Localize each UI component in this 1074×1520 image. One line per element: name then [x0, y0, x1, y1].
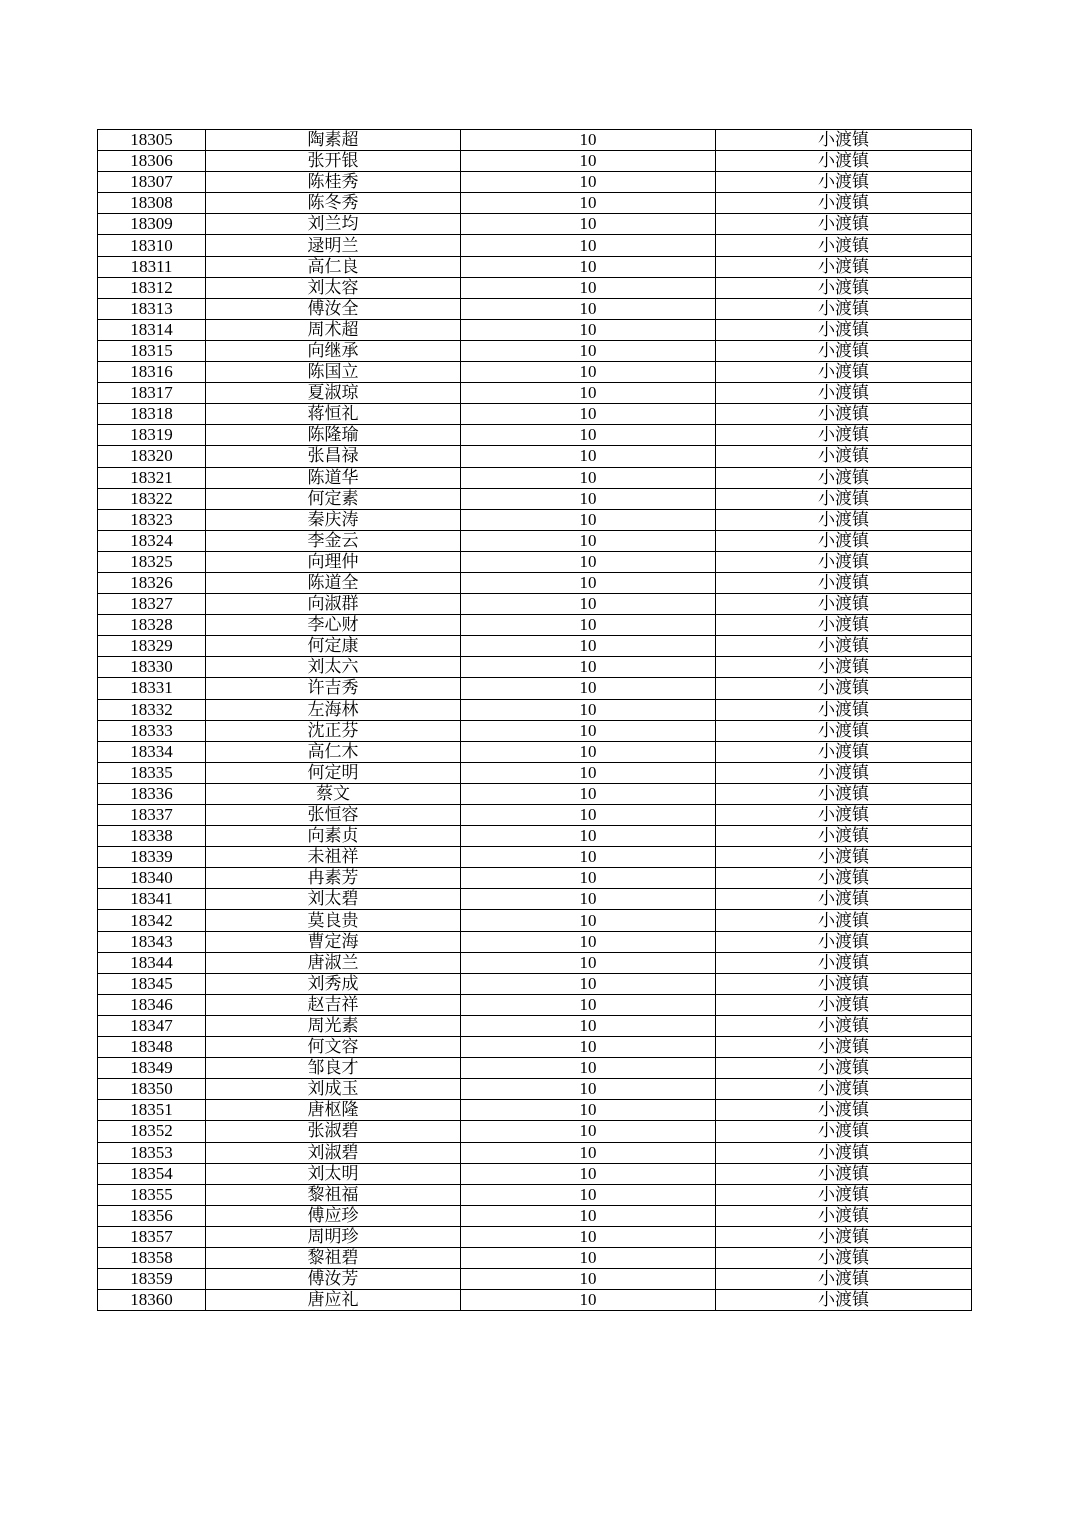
cell-id: 18338: [98, 826, 206, 847]
cell-name: 黎祖福: [206, 1184, 461, 1205]
cell-town: 小渡镇: [716, 1121, 972, 1142]
cell-name: 向淑群: [206, 594, 461, 615]
table-row: [98, 1015, 972, 1036]
cell-name: 刘秀成: [206, 973, 461, 994]
cell-town: 小渡镇: [716, 340, 972, 361]
cell-id: 18320: [98, 446, 206, 467]
cell-amount: 10: [461, 805, 716, 826]
cell-amount: 10: [461, 952, 716, 973]
cell-id: 18313: [98, 298, 206, 319]
cell-id: 18327: [98, 594, 206, 615]
table-row: [98, 214, 972, 235]
cell-amount: 10: [461, 1163, 716, 1184]
cell-town: 小渡镇: [716, 826, 972, 847]
cell-name: 向理仲: [206, 551, 461, 572]
cell-amount: 10: [461, 1269, 716, 1290]
cell-id: 18357: [98, 1226, 206, 1247]
cell-amount: 10: [461, 889, 716, 910]
cell-amount: 10: [461, 467, 716, 488]
cell-town: 小渡镇: [716, 362, 972, 383]
cell-id: 18310: [98, 235, 206, 256]
table-row: [98, 615, 972, 636]
cell-id: 18308: [98, 193, 206, 214]
cell-name: 逯明兰: [206, 235, 461, 256]
cell-town: 小渡镇: [716, 910, 972, 931]
cell-id: 18311: [98, 256, 206, 277]
cell-name: 陶素超: [206, 130, 461, 151]
cell-id: 18316: [98, 362, 206, 383]
cell-amount: 10: [461, 340, 716, 361]
cell-id: 18322: [98, 488, 206, 509]
cell-name: 陈冬秀: [206, 193, 461, 214]
cell-amount: 10: [461, 636, 716, 657]
cell-town: 小渡镇: [716, 256, 972, 277]
cell-amount: 10: [461, 319, 716, 340]
cell-town: 小渡镇: [716, 615, 972, 636]
cell-amount: 10: [461, 1142, 716, 1163]
cell-amount: 10: [461, 594, 716, 615]
cell-id: 18353: [98, 1142, 206, 1163]
cell-town: 小渡镇: [716, 1290, 972, 1311]
table-row: [98, 151, 972, 172]
cell-amount: 10: [461, 994, 716, 1015]
cell-name: 黎祖碧: [206, 1247, 461, 1268]
table-row: [98, 172, 972, 193]
cell-id: 18318: [98, 404, 206, 425]
cell-name: 何定康: [206, 636, 461, 657]
cell-name: 夏淑琼: [206, 383, 461, 404]
cell-name: 刘太容: [206, 277, 461, 298]
table-row: [98, 678, 972, 699]
cell-id: 18324: [98, 530, 206, 551]
table-row: [98, 783, 972, 804]
cell-amount: 10: [461, 720, 716, 741]
table-row: [98, 425, 972, 446]
cell-name: 刘成玉: [206, 1079, 461, 1100]
table-row: [98, 931, 972, 952]
table-row: [98, 1247, 972, 1268]
cell-town: 小渡镇: [716, 151, 972, 172]
cell-id: 18348: [98, 1037, 206, 1058]
cell-town: 小渡镇: [716, 1226, 972, 1247]
cell-amount: 10: [461, 551, 716, 572]
cell-amount: 10: [461, 1100, 716, 1121]
cell-name: 傅汝全: [206, 298, 461, 319]
cell-name: 高仁良: [206, 256, 461, 277]
cell-amount: 10: [461, 678, 716, 699]
cell-amount: 10: [461, 530, 716, 551]
cell-town: 小渡镇: [716, 1247, 972, 1268]
cell-name: 张恒容: [206, 805, 461, 826]
cell-amount: 10: [461, 1015, 716, 1036]
cell-id: 18352: [98, 1121, 206, 1142]
table-row: [98, 952, 972, 973]
cell-id: 18359: [98, 1269, 206, 1290]
cell-id: 18356: [98, 1205, 206, 1226]
cell-amount: 10: [461, 446, 716, 467]
cell-name: 陈隆瑜: [206, 425, 461, 446]
cell-name: 何定素: [206, 488, 461, 509]
cell-id: 18333: [98, 720, 206, 741]
cell-town: 小渡镇: [716, 805, 972, 826]
table-row: [98, 1058, 972, 1079]
cell-town: 小渡镇: [716, 783, 972, 804]
cell-town: 小渡镇: [716, 277, 972, 298]
cell-id: 18328: [98, 615, 206, 636]
cell-name: 李金云: [206, 530, 461, 551]
cell-name: 刘太明: [206, 1163, 461, 1184]
table-row: [98, 235, 972, 256]
cell-name: 刘淑碧: [206, 1142, 461, 1163]
cell-amount: 10: [461, 1058, 716, 1079]
table-row: [98, 636, 972, 657]
cell-town: 小渡镇: [716, 530, 972, 551]
cell-town: 小渡镇: [716, 1184, 972, 1205]
cell-id: 18345: [98, 973, 206, 994]
cell-town: 小渡镇: [716, 952, 972, 973]
cell-id: 18312: [98, 277, 206, 298]
cell-town: 小渡镇: [716, 130, 972, 151]
cell-name: 唐应礼: [206, 1290, 461, 1311]
cell-name: 陈国立: [206, 362, 461, 383]
table-row: [98, 1121, 972, 1142]
cell-id: 18360: [98, 1290, 206, 1311]
cell-town: 小渡镇: [716, 214, 972, 235]
cell-id: 18307: [98, 172, 206, 193]
cell-id: 18306: [98, 151, 206, 172]
cell-name: 何定明: [206, 762, 461, 783]
cell-town: 小渡镇: [716, 383, 972, 404]
records-table: [97, 129, 972, 1311]
table-row: [98, 1037, 972, 1058]
cell-amount: 10: [461, 130, 716, 151]
cell-name: 傅应珍: [206, 1205, 461, 1226]
cell-name: 唐淑兰: [206, 952, 461, 973]
cell-town: 小渡镇: [716, 1037, 972, 1058]
cell-id: 18340: [98, 868, 206, 889]
cell-name: 莫良贵: [206, 910, 461, 931]
cell-amount: 10: [461, 657, 716, 678]
table-row: [98, 404, 972, 425]
table-row: [98, 277, 972, 298]
cell-name: 沈正芬: [206, 720, 461, 741]
table-row: [98, 467, 972, 488]
table-row: [98, 720, 972, 741]
cell-name: 高仁木: [206, 741, 461, 762]
cell-id: 18331: [98, 678, 206, 699]
cell-town: 小渡镇: [716, 762, 972, 783]
cell-amount: 10: [461, 615, 716, 636]
cell-town: 小渡镇: [716, 467, 972, 488]
cell-name: 冉素芳: [206, 868, 461, 889]
cell-town: 小渡镇: [716, 404, 972, 425]
cell-name: 向继承: [206, 340, 461, 361]
table-row: [98, 1142, 972, 1163]
cell-name: 陈桂秀: [206, 172, 461, 193]
cell-name: 唐枢隆: [206, 1100, 461, 1121]
cell-town: 小渡镇: [716, 847, 972, 868]
cell-id: 18309: [98, 214, 206, 235]
cell-amount: 10: [461, 847, 716, 868]
table-row: [98, 319, 972, 340]
table-row: [98, 868, 972, 889]
cell-id: 18326: [98, 572, 206, 593]
table-row: [98, 657, 972, 678]
cell-amount: 10: [461, 910, 716, 931]
cell-town: 小渡镇: [716, 678, 972, 699]
cell-id: 18341: [98, 889, 206, 910]
cell-id: 18347: [98, 1015, 206, 1036]
cell-id: 18334: [98, 741, 206, 762]
cell-id: 18337: [98, 805, 206, 826]
table-row: [98, 1163, 972, 1184]
cell-town: 小渡镇: [716, 889, 972, 910]
cell-id: 18317: [98, 383, 206, 404]
cell-town: 小渡镇: [716, 1205, 972, 1226]
cell-name: 周光素: [206, 1015, 461, 1036]
cell-name: 周明珍: [206, 1226, 461, 1247]
cell-id: 18349: [98, 1058, 206, 1079]
cell-amount: 10: [461, 1121, 716, 1142]
cell-id: 18321: [98, 467, 206, 488]
cell-town: 小渡镇: [716, 973, 972, 994]
cell-amount: 10: [461, 741, 716, 762]
cell-name: 张昌禄: [206, 446, 461, 467]
cell-amount: 10: [461, 973, 716, 994]
cell-name: 蒋恒礼: [206, 404, 461, 425]
cell-town: 小渡镇: [716, 446, 972, 467]
table-row: [98, 530, 972, 551]
cell-town: 小渡镇: [716, 425, 972, 446]
table-row: [98, 889, 972, 910]
cell-name: 陈道全: [206, 572, 461, 593]
table-row: [98, 1205, 972, 1226]
cell-id: 18358: [98, 1247, 206, 1268]
cell-amount: 10: [461, 425, 716, 446]
records-table-body: [98, 130, 972, 1311]
cell-name: 周术超: [206, 319, 461, 340]
cell-town: 小渡镇: [716, 1163, 972, 1184]
cell-name: 张淑碧: [206, 1121, 461, 1142]
cell-id: 18305: [98, 130, 206, 151]
cell-amount: 10: [461, 868, 716, 889]
cell-amount: 10: [461, 1037, 716, 1058]
cell-town: 小渡镇: [716, 172, 972, 193]
cell-amount: 10: [461, 1247, 716, 1268]
table-row: [98, 362, 972, 383]
table-row: [98, 741, 972, 762]
table-row: [98, 994, 972, 1015]
cell-id: 18350: [98, 1079, 206, 1100]
cell-name: 左海林: [206, 699, 461, 720]
cell-name: 赵吉祥: [206, 994, 461, 1015]
table-row: [98, 973, 972, 994]
cell-name: 邹良才: [206, 1058, 461, 1079]
cell-id: 18336: [98, 783, 206, 804]
cell-name: 刘太六: [206, 657, 461, 678]
table-row: [98, 1184, 972, 1205]
cell-amount: 10: [461, 488, 716, 509]
cell-town: 小渡镇: [716, 1142, 972, 1163]
cell-amount: 10: [461, 826, 716, 847]
cell-amount: 10: [461, 1290, 716, 1311]
cell-id: 18319: [98, 425, 206, 446]
cell-amount: 10: [461, 572, 716, 593]
table-row: [98, 762, 972, 783]
cell-id: 18315: [98, 340, 206, 361]
cell-name: 何文容: [206, 1037, 461, 1058]
cell-town: 小渡镇: [716, 1079, 972, 1100]
cell-town: 小渡镇: [716, 1100, 972, 1121]
cell-id: 18329: [98, 636, 206, 657]
cell-id: 18344: [98, 952, 206, 973]
cell-town: 小渡镇: [716, 509, 972, 530]
cell-id: 18342: [98, 910, 206, 931]
cell-amount: 10: [461, 931, 716, 952]
cell-amount: 10: [461, 1184, 716, 1205]
cell-town: 小渡镇: [716, 319, 972, 340]
table-row: [98, 256, 972, 277]
cell-town: 小渡镇: [716, 931, 972, 952]
cell-town: 小渡镇: [716, 298, 972, 319]
table-row: [98, 551, 972, 572]
table-row: [98, 488, 972, 509]
table-row: [98, 1290, 972, 1311]
table-row: [98, 1269, 972, 1290]
cell-town: 小渡镇: [716, 868, 972, 889]
cell-amount: 10: [461, 193, 716, 214]
cell-name: 陈道华: [206, 467, 461, 488]
table-row: [98, 847, 972, 868]
cell-id: 18351: [98, 1100, 206, 1121]
cell-id: 18332: [98, 699, 206, 720]
table-row: [98, 910, 972, 931]
cell-amount: 10: [461, 699, 716, 720]
table-row: [98, 130, 972, 151]
cell-id: 18335: [98, 762, 206, 783]
cell-name: 秦庆涛: [206, 509, 461, 530]
table-row: [98, 572, 972, 593]
table-row: [98, 383, 972, 404]
cell-id: 18346: [98, 994, 206, 1015]
table-row: [98, 340, 972, 361]
cell-town: 小渡镇: [716, 1015, 972, 1036]
cell-name: 未祖祥: [206, 847, 461, 868]
cell-name: 蔡文: [206, 783, 461, 804]
cell-name: 向素贞: [206, 826, 461, 847]
cell-amount: 10: [461, 762, 716, 783]
table-row: [98, 1079, 972, 1100]
cell-name: 曹定海: [206, 931, 461, 952]
table-row: [98, 1226, 972, 1247]
cell-name: 刘太碧: [206, 889, 461, 910]
cell-town: 小渡镇: [716, 657, 972, 678]
cell-town: 小渡镇: [716, 1269, 972, 1290]
cell-name: 许吉秀: [206, 678, 461, 699]
cell-id: 18325: [98, 551, 206, 572]
table-row: [98, 298, 972, 319]
cell-amount: 10: [461, 298, 716, 319]
cell-town: 小渡镇: [716, 594, 972, 615]
cell-id: 18323: [98, 509, 206, 530]
cell-town: 小渡镇: [716, 193, 972, 214]
cell-name: 张开银: [206, 151, 461, 172]
table-row: [98, 193, 972, 214]
cell-name: 李心财: [206, 615, 461, 636]
cell-town: 小渡镇: [716, 741, 972, 762]
cell-amount: 10: [461, 1205, 716, 1226]
cell-amount: 10: [461, 509, 716, 530]
table-row: [98, 826, 972, 847]
cell-amount: 10: [461, 783, 716, 804]
cell-id: 18330: [98, 657, 206, 678]
cell-amount: 10: [461, 235, 716, 256]
cell-id: 18354: [98, 1163, 206, 1184]
cell-town: 小渡镇: [716, 488, 972, 509]
cell-town: 小渡镇: [716, 636, 972, 657]
cell-town: 小渡镇: [716, 235, 972, 256]
table-row: [98, 509, 972, 530]
cell-town: 小渡镇: [716, 720, 972, 741]
cell-amount: 10: [461, 172, 716, 193]
cell-id: 18355: [98, 1184, 206, 1205]
cell-name: 傅汝芳: [206, 1269, 461, 1290]
cell-amount: 10: [461, 151, 716, 172]
cell-amount: 10: [461, 277, 716, 298]
cell-id: 18343: [98, 931, 206, 952]
table-row: [98, 446, 972, 467]
cell-town: 小渡镇: [716, 551, 972, 572]
cell-amount: 10: [461, 404, 716, 425]
cell-amount: 10: [461, 1226, 716, 1247]
table-row: [98, 805, 972, 826]
cell-amount: 10: [461, 383, 716, 404]
cell-amount: 10: [461, 1079, 716, 1100]
cell-id: 18314: [98, 319, 206, 340]
cell-town: 小渡镇: [716, 1058, 972, 1079]
table-row: [98, 594, 972, 615]
cell-amount: 10: [461, 362, 716, 383]
cell-town: 小渡镇: [716, 699, 972, 720]
cell-amount: 10: [461, 256, 716, 277]
cell-id: 18339: [98, 847, 206, 868]
cell-town: 小渡镇: [716, 572, 972, 593]
table-row: [98, 699, 972, 720]
table-row: [98, 1100, 972, 1121]
cell-town: 小渡镇: [716, 994, 972, 1015]
cell-name: 刘兰均: [206, 214, 461, 235]
cell-amount: 10: [461, 214, 716, 235]
